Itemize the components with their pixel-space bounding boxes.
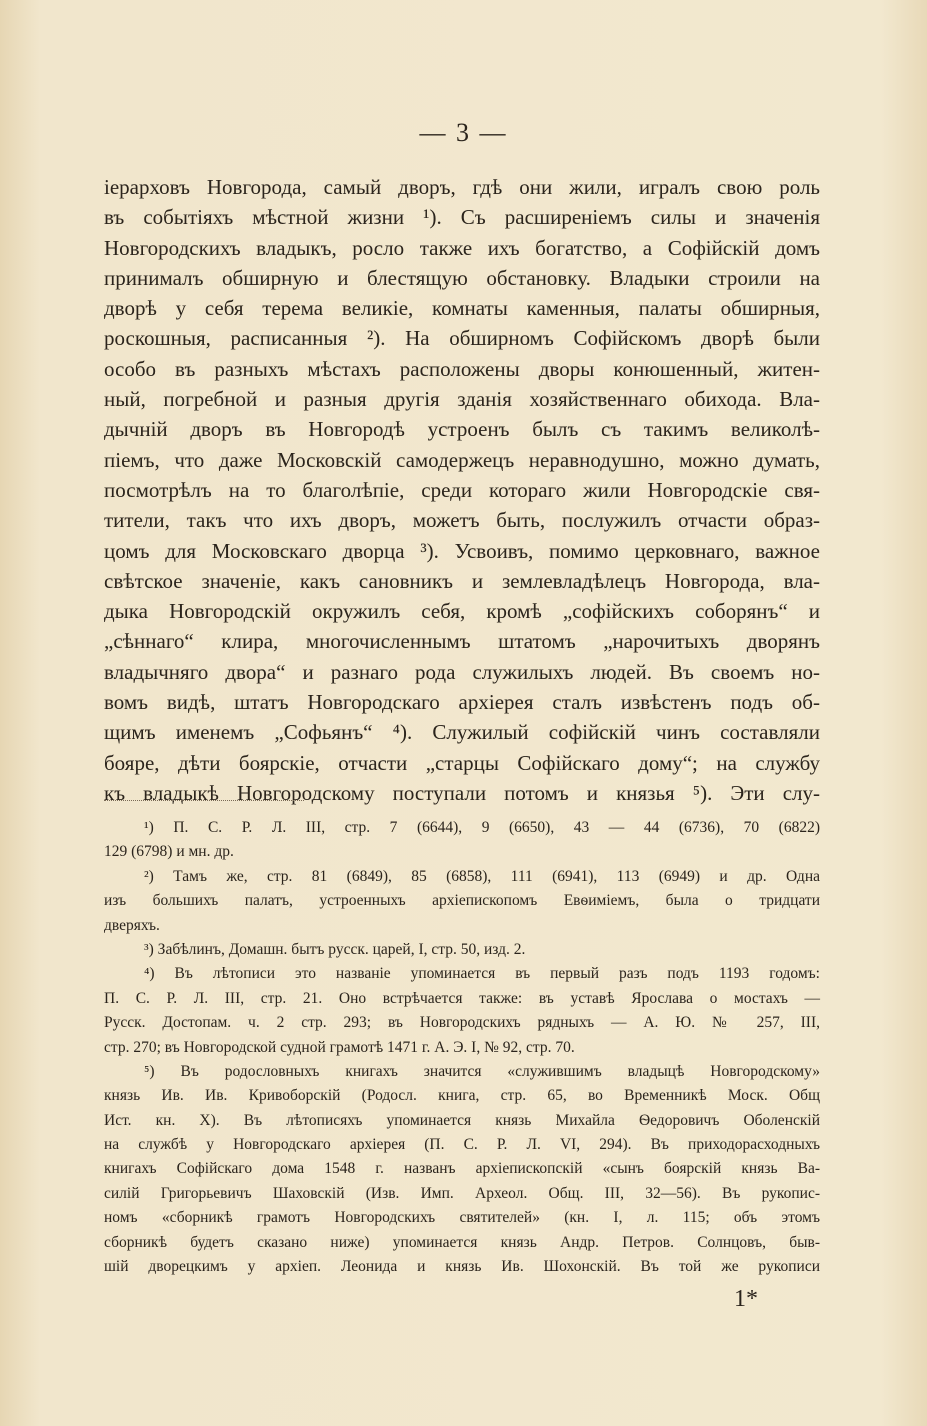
text-line: владычняго двора“ и разнаго рода служилыхъ людей. Въ своемъ но-: [104, 659, 820, 684]
footnote-line: ¹) П. С. Р. Л. III, стр. 7 (6644), 9 (6650), 43 — 44 (6736), 70 (6822): [144, 819, 820, 836]
text-line: ный, погребной и разныя другія зданія хозяйственнаго обихода. Вла-: [104, 387, 820, 412]
text-line: дыка Новгородскій окружилъ себя, кромѣ „софійскихъ соборянъ“ и: [104, 599, 820, 624]
footnote-line: 129 (6798) и мн. др.: [104, 843, 234, 861]
signature-mark: 1*: [734, 1286, 758, 1312]
text-line: піемъ, что даже Московскій самодержецъ неравнодушно, можно думать,: [104, 447, 820, 472]
text-line: особо въ разныхъ мѣстахъ расположены дворы конюшенный, житен-: [104, 356, 820, 381]
footnote-line: ²) Тамъ же, стр. 81 (6849), 85 (6858), 111 (6941), 113 (6949) и др. Одна: [144, 867, 820, 885]
text-line: посмотрѣлъ на то благолѣпіе, среди котораго жили Новгородскіе свя-: [104, 477, 820, 502]
footnote-line: П. С. Р. Л. III, стр. 21. Оно встрѣчается также: въ уставѣ Ярослава о мостахъ —: [104, 989, 820, 1007]
text-line: „сѣннаго“ клира, многочисленнымъ штатомъ „нарочитыхъ дворянъ: [104, 629, 820, 654]
text-line: дворѣ у себя терема великіе, комнаты каменныя, палаты обширныя,: [104, 296, 820, 321]
footnotes: [104, 816, 820, 1279]
footnote-line: ⁵) Въ родословныхъ книгахъ значится «служившимъ владыцѣ Новгородскому»: [144, 1062, 820, 1080]
text-line: дычній дворъ въ Новгородѣ устроенъ былъ съ такимъ великолѣ-: [104, 417, 820, 442]
footnote-separator: [104, 800, 304, 801]
footnote-line: силій Григорьевичъ Шаховскій (Изв. Имп. Археол. Общ. III, 32—56). Въ рукопис-: [104, 1184, 820, 1202]
footnote-line: князь Ив. Ив. Кривоборскій (Родосл. книга, стр. 65, во Временникѣ Моск. Общ: [104, 1087, 820, 1105]
text-line: свѣтское значеніе, какъ сановникъ и землевладѣлецъ Новгорода, вла-: [104, 568, 820, 593]
footnote-line: ³) Забѣлинъ, Домашн. бытъ русск. царей, I, стр. 50, изд. 2.: [144, 940, 526, 958]
text-line: цомъ для Московскаго дворца ³). Усвоивъ, помимо церковнаго, важное: [104, 538, 820, 563]
footnote-line: книгахъ Софійскаго дома 1548 г. названъ архіепископскій «сынъ боярскій князь Ва-: [104, 1160, 820, 1178]
text-line: роскошныя, расписанныя ²). На обширномъ Софійскомъ дворѣ были: [104, 326, 820, 351]
page-number: — 3 —: [419, 118, 508, 147]
footnote-line: шій дворецкимъ у архіеп. Леонида и князь Ив. Шохонскій. Въ той же рукописи: [104, 1258, 820, 1276]
footnote-line: дверяхъ.: [104, 916, 160, 934]
footnote-line: на службѣ у Новгородскаго архіерея (П. С. Р. Л. VI, 294). Въ приходорасходныхъ: [104, 1136, 820, 1154]
footnote-line: номъ «сборникѣ грамотъ Новгородскихъ святителей» (кн. I, л. 115; объ этомъ: [104, 1209, 820, 1227]
footnote-line: сборникѣ будетъ сказано ниже) упоминается князь Андр. Петров. Солнцовъ, быв-: [104, 1233, 820, 1251]
text-line: вомъ видѣ, штатъ Новгородскаго архіерея сталъ извѣстенъ подъ об-: [104, 690, 820, 715]
footnote-line: Ист. кн. X). Въ лѣтописяхъ упоминается князь Михайла Ѳедоровичъ Оболенскій: [104, 1111, 820, 1129]
text-line: бояре, дѣти боярскіе, отчасти „старцы Софійскаго дому“; на службу: [104, 750, 820, 775]
text-line: Новгородскихъ владыкъ, росло также ихъ богатство, а Софійскій домъ: [104, 235, 820, 260]
text-line: принималъ обширную и блестящую обстановку. Владыки строили на: [104, 265, 820, 290]
text-line: щимъ именемъ „Софьянъ“ ⁴). Служилый софійскій чинъ составляли: [104, 720, 820, 745]
footnote-line: ⁴) Въ лѣтописи это названіе упоминается въ первый разъ подъ 1193 годомъ:: [144, 965, 820, 983]
footnote-line: изъ большихъ палатъ, устроенныхъ архіепископомъ Евѳиміемъ, была о тридцати: [104, 892, 820, 910]
footnote-line: Русск. Достопам. ч. 2 стр. 293; въ Новгородскихъ рядныхъ — А. Ю. № 257, III,: [104, 1014, 820, 1032]
main-text: [104, 172, 820, 808]
footnote-line: стр. 270; въ Новгородской судной грамотѣ 1471 г. А. Э. I, № 92, стр. 70.: [104, 1038, 575, 1056]
text-line: къ владыкѣ Новгородскому поступали потомъ и князья ⁵). Эти слу-: [104, 780, 820, 805]
text-line: іерарховъ Новгорода, самый дворъ, гдѣ они жили, игралъ свою роль: [104, 175, 820, 199]
text-line: въ событіяхъ мѣстной жизни ¹). Съ расширеніемъ силы и значенія: [104, 205, 820, 230]
text-line: тители, такъ что ихъ дворъ, можетъ быть, послужилъ отчасти образ-: [104, 508, 820, 533]
